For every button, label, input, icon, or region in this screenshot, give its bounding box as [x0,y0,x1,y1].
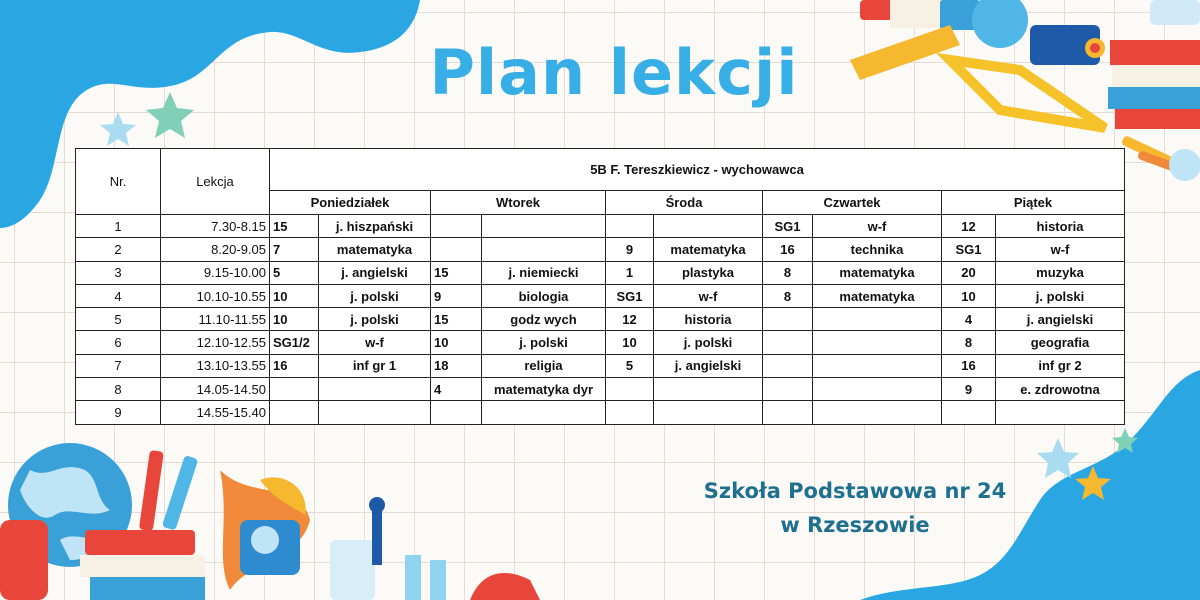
room-cell [270,401,319,424]
subject-cell: matematyka dyr [482,378,606,401]
day-header: Środa [606,191,763,215]
subject-cell: j. polski [319,284,431,307]
room-cell [763,401,813,424]
subject-cell: godz wych [482,308,606,331]
table-row [76,331,1125,354]
room-cell: SG1 [606,284,654,307]
lesson-number: 7 [76,354,161,377]
table-row [76,215,1125,238]
room-cell: 9 [431,284,482,307]
room-cell: 18 [431,354,482,377]
room-cell: 10 [431,331,482,354]
subject-cell [813,354,942,377]
room-cell: 12 [942,215,996,238]
room-cell [270,378,319,401]
table-row [76,261,1125,284]
room-cell: 4 [431,378,482,401]
subject-cell: w-f [813,215,942,238]
room-cell: 10 [270,284,319,307]
subject-cell [482,401,606,424]
room-cell: SG1 [763,215,813,238]
subject-cell: matematyka [813,284,942,307]
subject-cell [813,331,942,354]
lesson-time: 10.10-10.55 [161,284,270,307]
lesson-time: 8.20-9.05 [161,238,270,261]
subject-cell: j. angielski [319,261,431,284]
subject-cell: j. niemiecki [482,261,606,284]
room-cell: 7 [270,238,319,261]
school-name-line2: w Rzeszowie [780,513,930,537]
lesson-number: 4 [76,284,161,307]
room-cell: 12 [606,308,654,331]
subject-cell: inf gr 1 [319,354,431,377]
lesson-number: 5 [76,308,161,331]
subject-cell: w-f [996,238,1125,261]
subject-cell: j. polski [319,308,431,331]
room-cell [431,215,482,238]
lesson-time: 12.10-12.55 [161,331,270,354]
room-cell: 10 [606,331,654,354]
lesson-time: 7.30-8.15 [161,215,270,238]
room-cell: 5 [606,354,654,377]
lesson-number: 6 [76,331,161,354]
subject-cell: technika [813,238,942,261]
table-row [76,308,1125,331]
room-cell: 8 [942,331,996,354]
subject-cell [482,215,606,238]
room-cell: 20 [942,261,996,284]
room-cell [606,378,654,401]
room-cell: 16 [763,238,813,261]
subject-cell: historia [654,308,763,331]
subject-cell: w-f [654,284,763,307]
room-cell: SG1 [942,238,996,261]
table-row [76,238,1125,261]
room-cell: SG1/2 [270,331,319,354]
room-cell [763,308,813,331]
subject-cell: muzyka [996,261,1125,284]
class-title: 5B F. Tereszkiewicz - wychowawca [270,149,1125,191]
subject-cell [813,308,942,331]
room-cell: 4 [942,308,996,331]
table-row [76,401,1125,424]
room-cell [606,215,654,238]
table-row [76,354,1125,377]
page-title: Plan lekcji [429,36,799,109]
school-name-line1: Szkoła Podstawowa nr 24 [703,479,1007,503]
subject-cell: j. hiszpański [319,215,431,238]
subject-cell: j. polski [482,331,606,354]
subject-cell: matematyka [319,238,431,261]
lesson-number: 1 [76,215,161,238]
room-cell: 16 [942,354,996,377]
subject-cell [319,378,431,401]
subject-cell: j. polski [654,331,763,354]
subject-cell: j. angielski [996,308,1125,331]
lesson-number: 3 [76,261,161,284]
room-cell [431,401,482,424]
lesson-time: 9.15-10.00 [161,261,270,284]
subject-cell: biologia [482,284,606,307]
day-header: Czwartek [763,191,942,215]
room-cell [942,401,996,424]
subject-cell [482,238,606,261]
room-cell [606,401,654,424]
subject-cell: w-f [319,331,431,354]
subject-cell: religia [482,354,606,377]
room-cell [763,331,813,354]
subject-cell: j. polski [996,284,1125,307]
subject-cell: inf gr 2 [996,354,1125,377]
room-cell [763,378,813,401]
lesson-number: 8 [76,378,161,401]
subject-cell: historia [996,215,1125,238]
room-cell: 9 [942,378,996,401]
table-row [76,378,1125,401]
lesson-time: 14.55-15.40 [161,401,270,424]
day-header: Poniedziałek [270,191,431,215]
subject-cell [813,378,942,401]
header-lesson: Lekcja [161,149,270,215]
room-cell: 5 [270,261,319,284]
room-cell: 10 [942,284,996,307]
room-cell: 15 [431,308,482,331]
subject-cell [319,401,431,424]
table-row [76,284,1125,307]
room-cell: 15 [431,261,482,284]
subject-cell: j. angielski [654,354,763,377]
subject-cell [996,401,1125,424]
lesson-number: 9 [76,401,161,424]
timetable [75,148,1125,425]
room-cell [431,238,482,261]
day-header: Wtorek [431,191,606,215]
subject-cell: e. zdrowotna [996,378,1125,401]
lesson-number: 2 [76,238,161,261]
room-cell: 16 [270,354,319,377]
header-nr: Nr. [76,149,161,215]
lesson-time: 13.10-13.55 [161,354,270,377]
day-header: Piątek [942,191,1125,215]
room-cell: 8 [763,284,813,307]
subject-cell [654,215,763,238]
school-supplies-bottom-left [0,443,540,600]
subject-cell: matematyka [654,238,763,261]
room-cell: 1 [606,261,654,284]
room-cell: 10 [270,308,319,331]
school-name [700,474,1010,542]
room-cell: 8 [763,261,813,284]
subject-cell: plastyka [654,261,763,284]
subject-cell [813,401,942,424]
subject-cell: matematyka [813,261,942,284]
subject-cell: geografia [996,331,1125,354]
room-cell [763,354,813,377]
subject-cell [654,378,763,401]
room-cell: 15 [270,215,319,238]
lesson-time: 14.05-14.50 [161,378,270,401]
subject-cell [654,401,763,424]
lesson-time: 11.10-11.55 [161,308,270,331]
room-cell: 9 [606,238,654,261]
